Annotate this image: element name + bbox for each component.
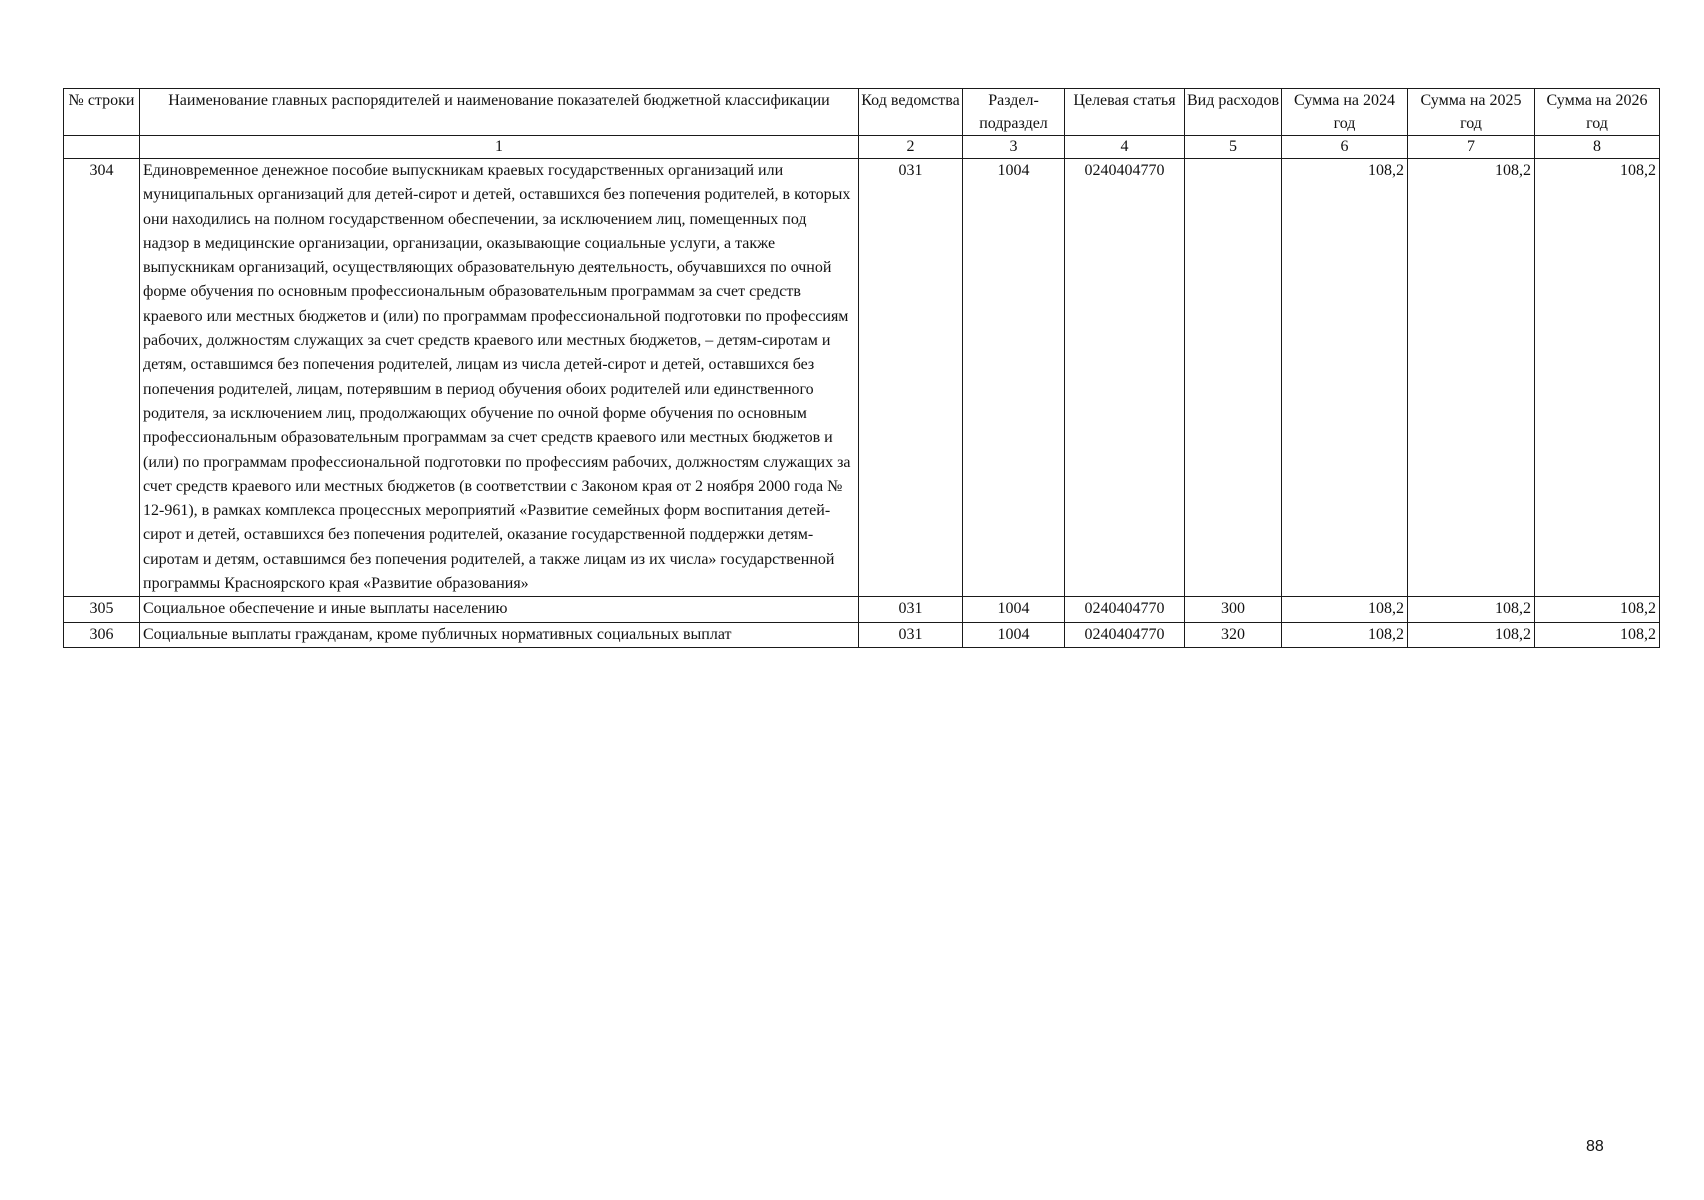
row-target: 0240404770 bbox=[1065, 159, 1185, 597]
table-row bbox=[64, 622, 1660, 647]
column-number: 5 bbox=[1185, 136, 1282, 159]
row-name: Социальные выплаты гражданам, кроме публичных нормативных социальных выплат bbox=[140, 622, 859, 647]
column-number: 2 bbox=[859, 136, 963, 159]
header-row bbox=[64, 89, 1660, 136]
table-row bbox=[64, 597, 1660, 622]
row-section: 1004 bbox=[963, 622, 1065, 647]
column-number bbox=[64, 136, 140, 159]
header-sum-2025: Сумма на 2025 год bbox=[1408, 89, 1535, 136]
row-sum-2024: 108,2 bbox=[1282, 622, 1408, 647]
row-sum-2026: 108,2 bbox=[1535, 622, 1660, 647]
row-sum-2025: 108,2 bbox=[1408, 159, 1535, 597]
page-number: 88 bbox=[1586, 1138, 1604, 1155]
column-number: 4 bbox=[1065, 136, 1185, 159]
row-sum-2025: 108,2 bbox=[1408, 597, 1535, 622]
row-expense-type bbox=[1185, 159, 1282, 597]
column-number: 6 bbox=[1282, 136, 1408, 159]
row-dept-code: 031 bbox=[859, 622, 963, 647]
row-sum-2024: 108,2 bbox=[1282, 159, 1408, 597]
row-sum-2025: 108,2 bbox=[1408, 622, 1535, 647]
header-expense-type: Вид расходов bbox=[1185, 89, 1282, 136]
row-dept-code: 031 bbox=[859, 159, 963, 597]
row-number: 304 bbox=[64, 159, 140, 597]
header-sum-2024: Сумма на 2024 год bbox=[1282, 89, 1408, 136]
table-row bbox=[64, 159, 1660, 597]
row-section: 1004 bbox=[963, 159, 1065, 597]
header-section: Раздел-подраздел bbox=[963, 89, 1065, 136]
row-dept-code: 031 bbox=[859, 597, 963, 622]
column-number: 1 bbox=[140, 136, 859, 159]
row-expense-type: 300 bbox=[1185, 597, 1282, 622]
column-number: 8 bbox=[1535, 136, 1660, 159]
header-name: Наименование главных распорядителей и наименование показателей бюджетной классификации bbox=[140, 89, 859, 136]
row-name: Единовременное денежное пособие выпускникам краевых государственных организаций или муниципальных организаций для детей-сирот и детей, оставшихся без попечения родителей, в которых они находились на полном государственном обеспечении, за исключением лиц, помещенных под надзор в медицинские организации, организации, оказывающие социальные услуги, а также выпускникам организаций, осуществляющих образовательную деятельность, обучавшихся по очной форме обучения по основным профессиональным образовательным программам за счет средств краевого или местных бюджетов и (или) по программам профессиональной подготовки по профессиям рабочих, должностям служащих за счет средств краевого или местных бюджетов, – детям-сиротам и детям, оставшимся без попечения родителей, лицам из числа детей-сирот и детей, оставшихся без попечения родителей, лицам, потерявшим в период обучения обоих родителей или единственного родителя, за исключением лиц, продолжающих обучение по очной форме обучения по основным профессиональным образовательным программам за счет средств краевого или местных бюджетов и (или) по программам профессиональной подготовки по профессиям рабочих, должностям служащих за счет средств краевого или местных бюджетов (в соответствии с Законом края от 2 ноября 2000 года № 12-961), в рамках комплекса процессных мероприятий «Развитие семейных форм воспитания детей-сирот и детей, оставшихся без попечения родителей, оказание государственной поддержки детям-сиротам и детям, оставшимся без попечения родителей, а также лицам из их числа» государственной программы Красноярского края «Развитие образования» bbox=[140, 159, 859, 597]
column-number: 3 bbox=[963, 136, 1065, 159]
row-number: 306 bbox=[64, 622, 140, 647]
row-name: Социальное обеспечение и иные выплаты населению bbox=[140, 597, 859, 622]
row-expense-type: 320 bbox=[1185, 622, 1282, 647]
row-sum-2026: 108,2 bbox=[1535, 597, 1660, 622]
row-sum-2024: 108,2 bbox=[1282, 597, 1408, 622]
header-sum-2026: Сумма на 2026 год bbox=[1535, 89, 1660, 136]
row-target: 0240404770 bbox=[1065, 622, 1185, 647]
header-dept-code: Код ведомства bbox=[859, 89, 963, 136]
budget-table bbox=[63, 88, 1660, 648]
row-number: 305 bbox=[64, 597, 140, 622]
row-section: 1004 bbox=[963, 597, 1065, 622]
header-row-no: № строки bbox=[64, 89, 140, 136]
column-number-row bbox=[64, 136, 1660, 159]
row-target: 0240404770 bbox=[1065, 597, 1185, 622]
row-sum-2026: 108,2 bbox=[1535, 159, 1660, 597]
column-number: 7 bbox=[1408, 136, 1535, 159]
header-target: Целевая статья bbox=[1065, 89, 1185, 136]
